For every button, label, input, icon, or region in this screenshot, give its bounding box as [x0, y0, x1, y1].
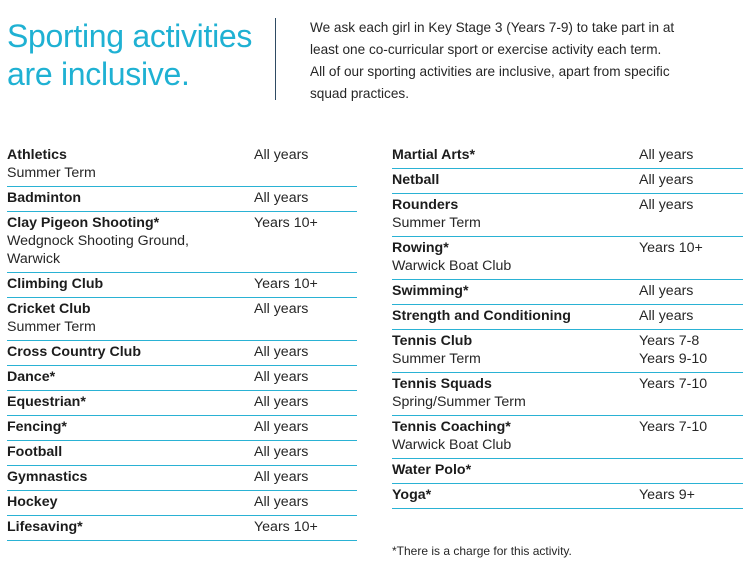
activity-years-value: Years 7-10	[639, 419, 708, 435]
activity-years	[254, 189, 308, 207]
intro-line-4: squad practices.	[310, 86, 409, 101]
activity-name: Cross Country Club	[7, 344, 141, 360]
activity-years-value: Years 7-8	[639, 333, 700, 349]
activity-years-value: All years	[639, 172, 694, 188]
activity-detail: Warwick Boat Club	[392, 258, 512, 274]
activity-years-value: All years	[639, 197, 694, 213]
activity-row	[392, 144, 743, 169]
activity-years	[254, 468, 308, 486]
activity-name: Strength and Conditioning	[392, 308, 571, 324]
activity-years-value: Years 10+	[639, 240, 703, 256]
activity-years	[639, 282, 693, 300]
activity-years	[639, 196, 693, 214]
activity-row	[392, 330, 743, 373]
activities-column-left	[7, 144, 357, 541]
activity-name: Netball	[392, 172, 440, 188]
activity-years-value: All years	[639, 308, 694, 324]
activity-name: Tennis Coaching*	[392, 419, 511, 435]
activity-row	[7, 466, 357, 491]
activity-years-value: All years	[254, 419, 309, 435]
activity-years-value: Years 10+	[254, 276, 318, 292]
activity-years-value: Years 7-10	[639, 376, 708, 392]
activity-name: Badminton	[7, 190, 82, 206]
page-heading	[7, 17, 262, 93]
activity-row	[392, 237, 743, 280]
activity-name: Water Polo*	[392, 462, 472, 478]
intro-line-3: All of our sporting activities are inclusive, apart from specific	[310, 64, 670, 79]
activity-years	[254, 518, 318, 536]
activity-years	[254, 275, 318, 293]
activity-name: Rounders	[392, 197, 459, 213]
activity-name: Fencing*	[7, 419, 67, 435]
activity-row	[7, 366, 357, 391]
heading-line-2: are inclusive.	[7, 56, 190, 92]
activity-name: Climbing Club	[7, 276, 104, 292]
activity-name: Equestrian*	[7, 394, 86, 410]
activity-years	[254, 368, 308, 386]
activity-detail: Summer Term	[392, 351, 481, 367]
activity-name: Cricket Club	[7, 301, 91, 317]
activity-detail: Summer Term	[392, 215, 481, 231]
activity-years-value: Years 9-10	[639, 351, 708, 367]
activity-years	[254, 393, 308, 411]
activity-row	[392, 280, 743, 305]
activity-row	[392, 194, 743, 237]
activity-name: Martial Arts*	[392, 147, 476, 163]
activity-years	[639, 418, 707, 436]
footnote: *There is a charge for this activity.	[392, 544, 572, 558]
activity-name: Clay Pigeon Shooting*	[7, 215, 160, 231]
activity-row	[7, 212, 357, 273]
intro-line-2: least one co-curricular sport or exercise activity each term.	[310, 42, 662, 57]
activity-row	[392, 305, 743, 330]
activity-years-value: Years 9+	[639, 487, 695, 503]
vertical-divider	[275, 18, 276, 100]
activity-row	[7, 441, 357, 466]
activity-years	[639, 146, 693, 164]
activity-name: Hockey	[7, 494, 58, 510]
activity-years-value: All years	[254, 344, 309, 360]
activity-years-value: All years	[639, 283, 694, 299]
activity-years-value: All years	[254, 394, 309, 410]
activity-years	[254, 214, 318, 232]
activity-row	[392, 169, 743, 194]
activity-name: Rowing*	[392, 240, 449, 256]
activity-name: Athletics	[7, 147, 67, 163]
activity-years-value: Years 10+	[254, 215, 318, 231]
activity-name: Football	[7, 444, 63, 460]
activity-years-value: All years	[254, 494, 309, 510]
heading-line-1: Sporting activities	[7, 18, 253, 54]
activity-detail: Warwick Boat Club	[392, 437, 512, 453]
activity-years	[254, 493, 308, 511]
activity-row	[7, 273, 357, 298]
activity-years	[254, 418, 308, 436]
activity-row	[392, 459, 743, 484]
intro-line-1: We ask each girl in Key Stage 3 (Years 7-9) to take part in at	[310, 20, 675, 35]
activity-years	[254, 146, 308, 164]
activity-years	[639, 486, 695, 504]
activity-detail: Summer Term	[7, 319, 96, 335]
activity-years-value: All years	[254, 469, 309, 485]
activity-name: Swimming*	[392, 283, 469, 299]
activity-years-value: All years	[254, 147, 309, 163]
activity-years	[639, 239, 703, 257]
activity-years	[639, 171, 693, 189]
activity-detail: Warwick	[7, 251, 61, 267]
activity-years-value: All years	[639, 147, 694, 163]
activity-name: Tennis Squads	[392, 376, 492, 392]
activity-row	[7, 144, 357, 187]
activity-row	[392, 484, 743, 509]
activity-name: Gymnastics	[7, 469, 88, 485]
activity-years	[639, 375, 707, 393]
activity-years	[254, 343, 308, 361]
activity-name: Dance*	[7, 369, 56, 385]
activity-name: Yoga*	[392, 487, 432, 503]
activity-years	[254, 300, 308, 318]
activities-column-right	[392, 144, 743, 509]
activity-detail: Spring/Summer Term	[392, 394, 526, 410]
activity-detail: Summer Term	[7, 165, 96, 181]
activity-row	[7, 516, 357, 541]
activity-row	[7, 491, 357, 516]
activity-name: Lifesaving*	[7, 519, 83, 535]
activity-row	[7, 298, 357, 341]
activity-years-value: All years	[254, 444, 309, 460]
activity-years	[639, 332, 707, 368]
activity-row	[7, 341, 357, 366]
activity-row	[7, 187, 357, 212]
activity-row	[392, 416, 743, 459]
activity-years	[254, 443, 308, 461]
activity-detail: Wedgnock Shooting Ground,	[7, 233, 189, 249]
activity-name: Tennis Club	[392, 333, 473, 349]
activity-row	[7, 391, 357, 416]
activity-years-value: All years	[254, 301, 309, 317]
intro-paragraph	[310, 17, 730, 105]
activity-years-value: Years 10+	[254, 519, 318, 535]
activity-years	[639, 307, 693, 325]
activity-years-value: All years	[254, 369, 309, 385]
activity-row	[392, 373, 743, 416]
activity-row	[7, 416, 357, 441]
activity-years-value: All years	[254, 190, 309, 206]
